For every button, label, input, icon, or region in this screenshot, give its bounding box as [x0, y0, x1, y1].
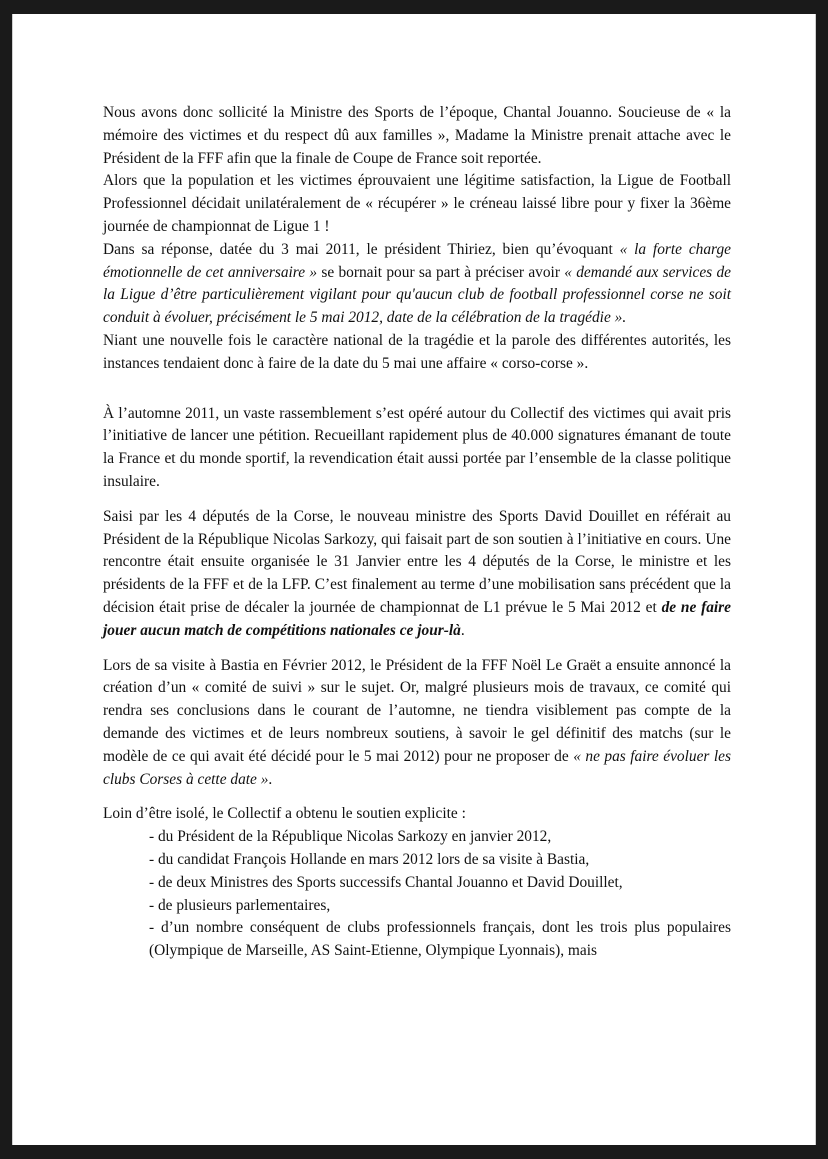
paragraph-comite-suivi: Lors de sa visite à Bastia en Février 2012, le Président de la FFF Noël Le Graët a ensuite annoncé la création d’un « comité de suivi » sur le sujet. Or, malgré plusieurs mois de travaux, ce comité qui rendra ses conclusions dans le courant de l’automne, ne tiendra visiblement pas compte de la demande des victimes et de leurs nombreux soutiens, à savoir le gel définitif des matchs (sur le modèle de ce qui avait été décidé pour le 5 mai 2012) pour ne proposer de « ne pas faire évoluer les clubs Corses à cette date ».: [103, 656, 731, 788]
quote-clubs-corses: « ne pas faire évoluer les clubs Corses à cette date »: [103, 747, 731, 788]
quote-services-ligue: « demandé aux services de la Ligue d’être particulièrement vigilant pour qu'aucun club de football professionnel corse ne soit conduit à évoluer, précisément le 5 mai 2012, date de la célébration de la tragédie ».: [103, 263, 731, 327]
list-item: - de plusieurs parlementaires,: [149, 896, 331, 914]
support-list: [103, 826, 731, 963]
paragraph-soutien: Loin d’être isolé, le Collectif a obtenu le soutien explicite :: [103, 805, 466, 823]
paragraph-corso-corse: Niant une nouvelle fois le caractère national de la tragédie et la parole des différentes autorités, les instances tendaient donc à faire de la date du 5 mai une affaire « corso-corse ».: [103, 331, 731, 372]
paragraph-ministre: Nous avons donc sollicité la Ministre des Sports de l’époque, Chantal Jouanno. Soucieuse de « la mémoire des victimes et du respect dû aux familles », Madame la Ministre prenait attache avec le Président de la FFF afin que la finale de Coupe de France soit reportée.: [103, 104, 731, 167]
paragraph-thiriez: Dans sa réponse, datée du 3 mai 2011, le président Thiriez, bien qu’évoquant « la forte charge émotionnelle de cet anniversaire » se bornait pour sa part à préciser avoir « demandé aux services de la Ligue d’être particulièrement vigilant pour qu'aucun club de football professionnel corse ne soit conduit à évoluer, précisément le 5 mai 2012, date de la célébration de la tragédie ».: [103, 240, 732, 327]
list-item: - d’un nombre conséquent de clubs professionnels français, dont les trois plus populaires (Olympique de Marseille, AS Saint-Etienne, Olympique Lyonnais), mais: [149, 919, 731, 960]
list-item: - de deux Ministres des Sports successifs Chantal Jouanno et David Douillet,: [149, 873, 623, 891]
quote-charge-emotionnelle: « la forte charge émotionnelle de cet anniversaire »: [103, 240, 732, 281]
emphasis-aucun-match: de ne faire jouer aucun match de compétitions nationales ce jour-là: [103, 598, 732, 639]
list-item: - du candidat François Hollande en mars 2012 lors de sa visite à Bastia,: [149, 850, 590, 868]
document-body: [103, 102, 731, 963]
paragraph-lfp: Alors que la population et les victimes éprouvaient une légitime satisfaction, la Ligue de Football Professionnel décidait unilatéralement de « récupérer » le créneau laissé libre pour y fixer la 36ème journée de championnat de Ligue 1 !: [103, 172, 731, 235]
paragraph-petition: À l’automne 2011, un vaste rassemblement s’est opéré autour du Collectif des victimes qui avait pris l’initiative de lancer une pétition. Recueillant rapidement plus de 40.000 signatures émanant de toute la France et du monde sportif, la revendication était aussi portée par l’ensemble de la classe politique insulaire.: [103, 404, 731, 490]
paragraph-douillet: Saisi par les 4 députés de la Corse, le nouveau ministre des Sports David Douillet en référait au Président de la République Nicolas Sarkozy, qui faisait part de son soutien à l’initiative en cours. Une rencontre était ensuite organisée le 31 Janvier entre les 4 députés de la Corse, le ministre et les présidents de la FFF et de la LFP. C’est finalement au terme d’une mobilisation sans précédent que la décision était prise de décaler la journée de championnat de L1 prévue le 5 Mai 2012 et de ne faire jouer aucun match de compétitions nationales ce jour-là.: [103, 507, 732, 639]
list-item: - du Président de la République Nicolas Sarkozy en janvier 2012,: [149, 828, 552, 846]
document-page: [12, 14, 816, 1145]
